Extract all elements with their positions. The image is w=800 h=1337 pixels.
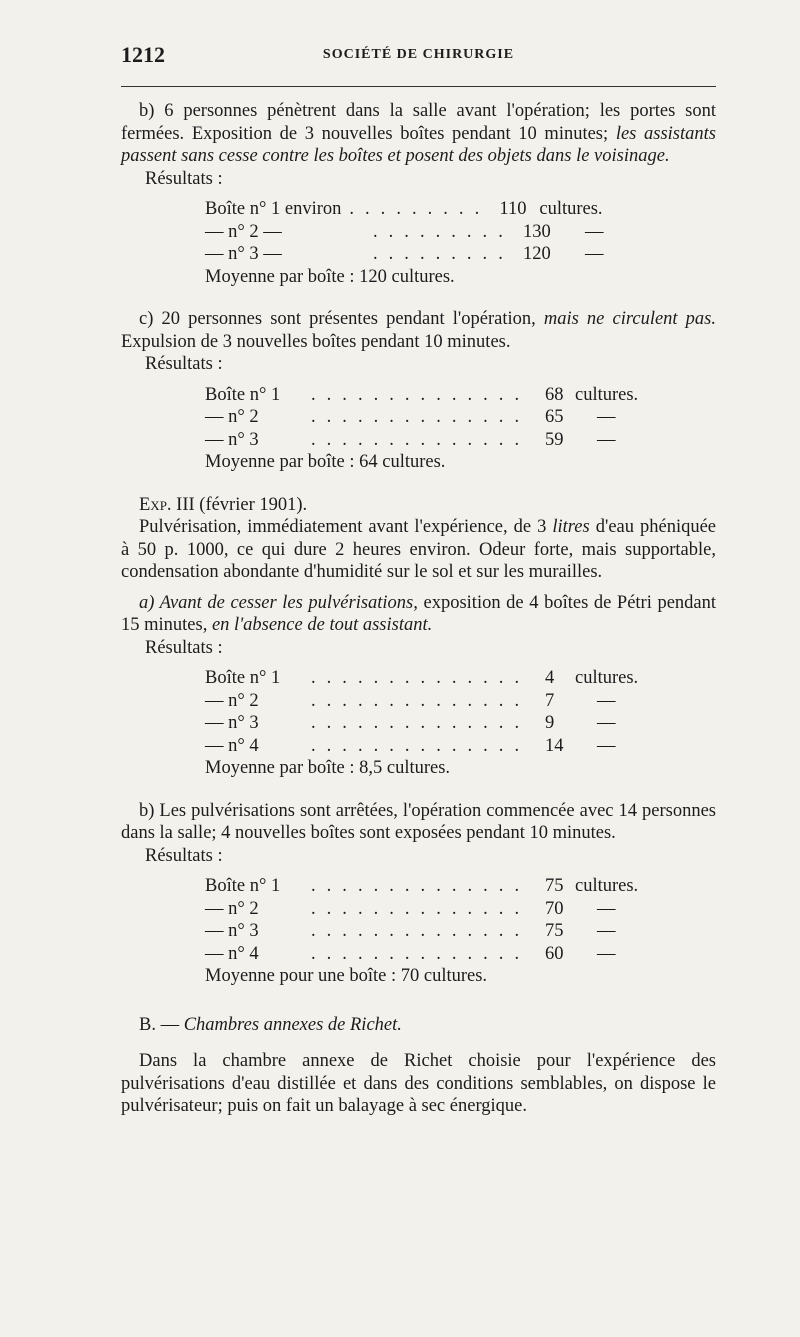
result-unit: cultures. (539, 199, 603, 219)
result-unit: — (597, 429, 616, 450)
result-unit: — (585, 244, 604, 264)
results-list-a (205, 667, 716, 757)
result-unit: — (597, 943, 616, 964)
leader-dots: . . . . . . . . . (373, 244, 507, 264)
average-line: Moyenne par boîte : 8,5 cultures. (205, 758, 451, 778)
section-label: B. — (139, 1014, 180, 1035)
results-label: Résultats : (145, 845, 223, 866)
heading-smallcaps: Exp. (139, 494, 172, 515)
result-value: 75 (545, 921, 564, 941)
result-label: — n° 2 (205, 407, 259, 427)
result-label: Boîte n° 1 (205, 876, 281, 896)
result-row (205, 690, 716, 713)
leader-dots: . . . . . . . . . (373, 221, 507, 242)
result-row (205, 943, 716, 966)
result-value: 70 (545, 898, 564, 919)
result-row (205, 406, 716, 429)
result-unit: — (585, 221, 604, 242)
result-unit: cultures. (575, 876, 639, 896)
results-label: Résultats : (145, 168, 223, 189)
result-row (205, 875, 716, 898)
average-line: Moyenne pour une boîte : 70 cultures. (205, 966, 488, 986)
result-label: — n° 4 (205, 943, 259, 964)
paragraph-text: Dans la chambre annexe de Richet choisie pour l'expérience des pulvérisations d'eau distillée et dans des conditions semblables, on dispose le pulvérisateur; puis on fait un balayage à sec énergique. (121, 1051, 716, 1116)
section-title: Chambres annexes de Richet. (183, 1014, 402, 1035)
leader-dots: . . . . . . . . . . . . . . (311, 407, 523, 427)
result-label: — n° 2 — (205, 221, 282, 242)
result-value: 14 (545, 735, 564, 756)
paragraph-text: exposition de 4 boîtes de Pétri pendant 15 minutes, (121, 592, 717, 635)
results-list-b-first (205, 198, 716, 266)
paragraph-italic-text: a) Avant de cesser les pulvérisations, (139, 592, 418, 613)
body-text (121, 100, 716, 1118)
result-row (205, 429, 716, 452)
result-unit: cultures. (575, 384, 639, 405)
result-unit: — (597, 407, 616, 427)
result-value: 4 (545, 668, 555, 688)
leader-dots: . . . . . . . . . . . . . . (311, 735, 523, 756)
result-row (205, 667, 716, 690)
result-row (205, 243, 716, 266)
result-row (205, 898, 716, 921)
result-value: 9 (545, 713, 555, 733)
result-row (205, 712, 716, 735)
running-head: SOCIÉTÉ DE CHIRURGIE (322, 47, 515, 62)
result-unit: — (597, 735, 616, 756)
result-unit: — (597, 713, 616, 733)
leader-dots: . . . . . . . . . . . . . . (311, 384, 523, 405)
result-value: 59 (545, 429, 564, 450)
result-label: Boîte n° 1 (205, 384, 281, 405)
header-rule (121, 86, 716, 87)
result-value: 68 (545, 384, 564, 405)
paragraph-italic-text: litres (552, 517, 590, 537)
paragraph-italic-text: en l'absence de tout assistant. (211, 615, 433, 635)
paragraph-a (121, 592, 716, 637)
result-unit: cultures. (575, 668, 639, 688)
result-value: 120 (523, 244, 551, 264)
result-row (205, 221, 716, 244)
result-value: 7 (545, 690, 555, 711)
result-unit: — (597, 921, 616, 941)
average-line: Moyenne par boîte : 120 cultures. (205, 266, 455, 287)
result-label: — n° 3 — (205, 244, 282, 264)
leader-dots: . . . . . . . . . . . . . . (311, 713, 523, 733)
average-line: Moyenne par boîte : 64 cultures. (205, 452, 446, 472)
paragraph-text: c) 20 personnes sont présentes pendant l'opération, (139, 309, 536, 329)
paragraph-text: Expulsion de 3 nouvelles boîtes pendant 10 minutes. (121, 331, 511, 352)
result-row (205, 384, 716, 407)
result-label: — n° 2 (205, 898, 259, 919)
result-value: 60 (545, 943, 564, 964)
leader-dots: . . . . . . . . . . . . . . (311, 690, 523, 711)
paragraph-b-second (121, 800, 716, 845)
page-number: 1212 (121, 42, 165, 67)
result-label: Boîte n° 1 environ (205, 199, 342, 219)
result-value: 130 (523, 221, 551, 242)
results-list-c (205, 384, 716, 452)
result-label: — n° 3 (205, 713, 259, 733)
paragraph-section-b (121, 1050, 716, 1118)
paragraph-text: Pulvérisation, immédiatement avant l'expérience, de 3 (139, 517, 547, 537)
result-label: Boîte n° 1 (205, 668, 281, 688)
paragraph-italic-text: mais ne circulent pas. (543, 309, 716, 329)
result-unit: — (597, 898, 616, 919)
result-value: 65 (545, 407, 564, 427)
result-label: — n° 3 (205, 429, 259, 450)
paragraph-c (121, 308, 716, 353)
paragraph-text: b) 6 personnes pénètrent dans la salle avant l'opération; les portes sont fermées. Exposition de 3 nouvelles boîtes pendant 10 minutes; (121, 101, 716, 144)
results-list-b-second (205, 875, 716, 965)
result-value: 110 (499, 199, 527, 219)
leader-dots: . . . . . . . . . . . . . . (311, 898, 523, 919)
leader-dots: . . . . . . . . . . . . . . (311, 921, 523, 941)
leader-dots: . . . . . . . . . . . . . . (311, 943, 523, 964)
leader-dots: . . . . . . . . . . . . . . (311, 429, 523, 450)
leader-dots: . . . . . . . . . (349, 199, 483, 219)
results-label: Résultats : (145, 354, 223, 374)
result-row (205, 198, 716, 221)
paragraph-b-first (121, 100, 716, 168)
result-label: — n° 2 (205, 690, 259, 711)
result-value: 75 (545, 876, 564, 896)
results-label: Résultats : (145, 637, 223, 658)
leader-dots: . . . . . . . . . . . . . . (311, 668, 523, 688)
result-label: — n° 3 (205, 921, 259, 941)
experiment-heading (121, 494, 716, 517)
page-header (121, 42, 716, 72)
result-unit: — (597, 690, 616, 711)
result-label: — n° 4 (205, 735, 259, 756)
heading-text: III (février 1901). (176, 494, 308, 515)
paragraph-text: b) Les pulvérisations sont arrêtées, l'opération commencée avec 14 personnes dans la salle; 4 nouvelles boîtes sont exposées pendant 10 minutes. (121, 800, 716, 843)
result-row (205, 920, 716, 943)
paragraph-exp3 (121, 516, 716, 584)
section-heading (121, 1014, 716, 1037)
leader-dots: . . . . . . . . . . . . . . (311, 876, 523, 896)
paragraph-text: d'eau phéniquée à 50 p. 1000, ce qui dure 2 heures environ. Odeur forte, mais supportable, condensation abondante d'humidité sur le sol et sur les murailles. (121, 517, 717, 582)
paragraph-italic-text: les assistants passent sans cesse contre les boîtes et posent des objets dans le voisinage. (121, 123, 716, 166)
result-row (205, 735, 716, 758)
